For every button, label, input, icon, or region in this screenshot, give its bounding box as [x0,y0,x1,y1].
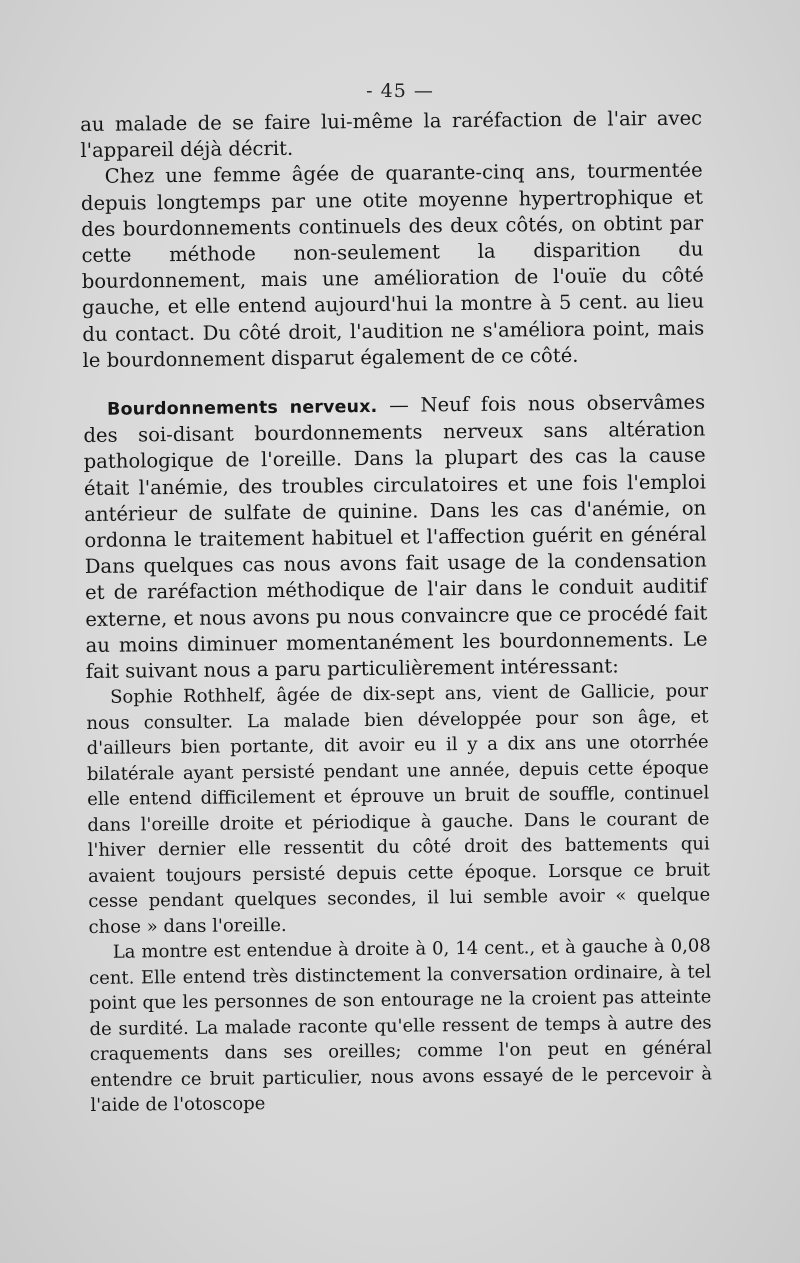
paragraph-nervous-buzzing-text: — Neuf fois nous observâmes des soi-disant bourdonnements nerveux sans altération pathologique de l'oreille. Dans la plupart des cas la cause était l'anémie, des troubles circulatoires et une fois l'emploi antérieur de sulfate de quinine. Dans les cas d'anémie, on ordonna le traitement habituel et l'affection guérit en général Dans quelques cas nous avons fait usage de la condensation et de raréfaction méthodique de l'air dans le conduit auditif externe, et nous avons pu nous convaincre que ce procédé fait au moins diminuer momentanément les bourdonnements. Le fait suivant nous a paru particulièrement intéressant: [83,390,708,684]
paragraph-watch-test: La montre est entendue à droite à 0, 14 cent., et à gauche à 0,08 cent. Elle entend très distinctement la conversation ordinaire, à tel point que les personnes de son entourage ne la croient pas atteinte de surdité. La malade raconte qu'elle ressent de temps à autre des craquements dans ses oreilles; comme l'on peut en général entendre ce bruit particulier, nous avons essayé de le percevoir à l'aide de l'otoscope [88,935,713,1117]
paragraph-nervous-buzzing [83,390,708,686]
page-number: - 45 — [366,80,434,102]
section-heading: Bourdonnements nerveux. [107,396,378,420]
body-text [80,105,713,1118]
paragraph-continuation: au malade de se faire lui-même la raréfaction de l'air avec l'appareil déjà décrit. [80,106,703,163]
paragraph-case-woman: Chez une femme âgée de quarante-cinq ans, tourmentée depuis longtemps par une otite moyenne hypertrophique et des bourdonnements continuels des deux côtés, on obtint par cette méthode non-seulement la disparition du bourdonnement, mais une amélioration de l'ouïe du côté gauche, et elle entend aujourd'hui la montre à 5 cent. au lieu du contact. Du côté droit, l'audition ne s'améliora point, mais le bourdonnement disparut également de ce côté. [80,158,705,372]
paragraph-case-sophie: Sophie Rothhelf, âgée de dix-sept ans, vient de Gallicie, pour nous consulter. La malade bien développée pour son âge, et d'ailleurs bien portante, dit avoir eu il y a dix ans une otorrhée bilatérale ayant persisté pendant une année, depuis cette époque elle entend difficilement et éprouve un bruit de souffle, continuel dans l'oreille droite et périodique à gauche. Dans le courant de l'hiver dernier elle ressentit du côté droit des battements qui avaient toujours persisté depuis cette époque. Lorsque ce bruit cesse pendant quelques secondes, il lui semble avoir « quelque chose » dans l'oreille. [86,680,711,938]
